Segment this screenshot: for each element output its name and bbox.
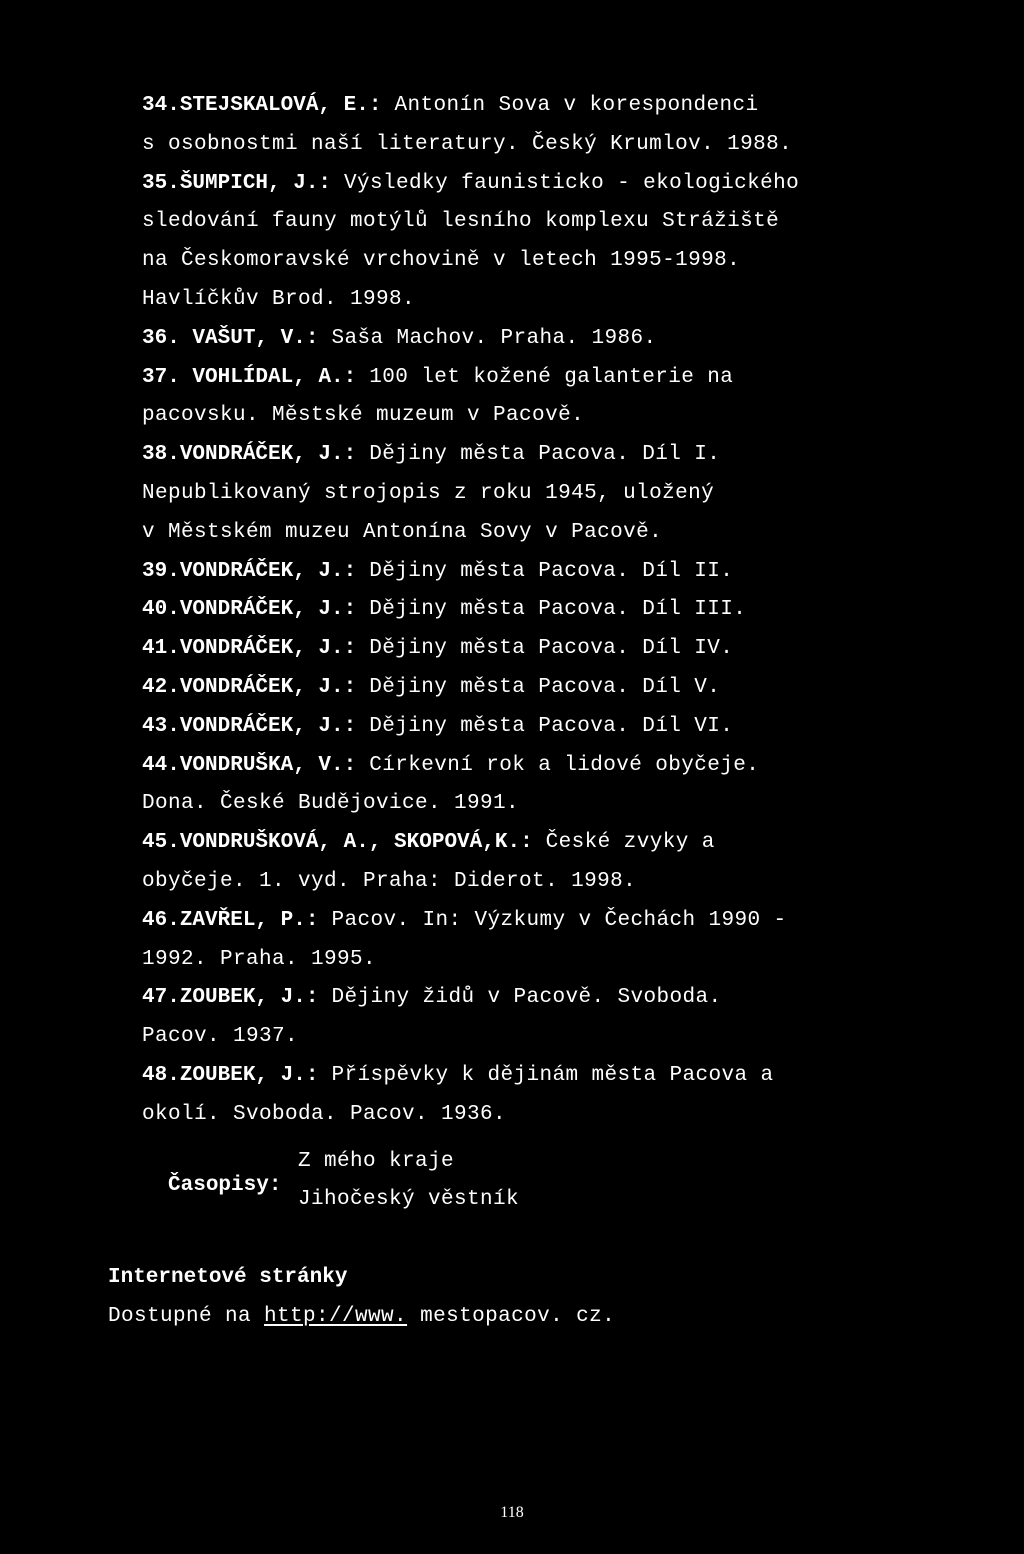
periodicals-label: Časopisy:	[168, 1174, 282, 1197]
periodicals-row	[142, 1150, 281, 1198]
entry-number: 44.	[142, 754, 180, 777]
bibliography-entry	[142, 986, 722, 1010]
entry-number: 41.	[142, 637, 180, 660]
entry-author: VOHLÍDAL, A.:	[192, 366, 357, 389]
entry-number: 38.	[142, 443, 180, 466]
entry-author: ZAVŘEL, P.:	[179, 909, 319, 932]
entry-text: s osobnostmi naší literatury. Český Krumlov. 1988.	[142, 133, 793, 156]
entry-author: ZOUBEK, J.:	[179, 1064, 319, 1087]
entry-text: Dějiny židů v Pacově. Svoboda.	[318, 986, 722, 1009]
entry-text: sledování fauny motýlů lesního komplexu Strážiště	[142, 210, 780, 233]
bibliography-entry	[142, 560, 733, 584]
internet-suffix: mestopacov. cz.	[407, 1305, 616, 1328]
entry-author: VONDRÁČEK, J.:	[179, 560, 357, 583]
entry-text: Dona. České Budějovice. 1991.	[142, 792, 520, 815]
entry-number: 42.	[142, 676, 180, 699]
entry-number: 48.	[142, 1064, 180, 1087]
bibliography-entry	[142, 443, 720, 467]
bibliography-entry	[142, 94, 759, 118]
entry-author: ŠUMPICH, J.:	[179, 172, 332, 195]
entry-text: Dějiny města Pacova. Díl I.	[356, 443, 721, 466]
entry-text: Příspěvky k dějinám města Pacova a	[318, 1064, 774, 1087]
entry-author: VONDRUŠKA, V.:	[179, 754, 357, 777]
entry-text: Antonín Sova v korespondenci	[381, 94, 759, 117]
entry-text: okolí. Svoboda. Pacov. 1936.	[142, 1103, 507, 1126]
internet-prefix: Dostupné na	[108, 1305, 265, 1328]
entry-text: Pacov. 1937.	[142, 1025, 299, 1048]
entry-author: VONDRÁČEK, J.:	[179, 637, 357, 660]
entry-text: na Českomoravské vrchovině v letech 1995-1998.	[142, 249, 741, 272]
bibliography-entry	[142, 1064, 774, 1088]
periodical-item: Z mého kraje	[298, 1150, 455, 1173]
entry-author: VAŠUT, V.:	[192, 327, 319, 350]
entry-text: Dějiny města Pacova. Díl V.	[356, 676, 721, 699]
bibliography-entry	[142, 715, 733, 739]
bibliography-entry	[142, 831, 715, 855]
entry-text: pacovsku. Městské muzeum v Pacově.	[142, 404, 585, 427]
entry-author: ZOUBEK, J.:	[179, 986, 319, 1009]
bibliography-entry-continuation	[142, 792, 519, 816]
bibliography-entry-continuation	[142, 404, 584, 428]
bibliography-entry	[142, 754, 759, 778]
entry-text: České zvyky a	[532, 831, 715, 854]
entry-text: Dějiny města Pacova. Díl IV.	[356, 637, 734, 660]
entry-text: Církevní rok a lidové obyčeje.	[356, 754, 760, 777]
bibliography-entry	[142, 366, 733, 390]
entry-text: Výsledky faunisticko - ekologického	[331, 172, 800, 195]
bibliography-entry	[142, 909, 787, 933]
entry-number: 47.	[142, 986, 180, 1009]
entry-number: 45.	[142, 831, 180, 854]
entry-number: 35.	[142, 172, 180, 195]
entry-number: 46.	[142, 909, 180, 932]
entry-text: v Městském muzeu Antonína Sovy v Pacově.	[142, 521, 663, 544]
entry-author: VONDRÁČEK, J.:	[179, 443, 357, 466]
bibliography-entry-continuation	[142, 133, 792, 157]
entry-number: 34.	[142, 94, 180, 117]
entry-author: VONDRÁČEK, J.:	[179, 715, 357, 738]
entry-author: STEJSKALOVÁ, E.:	[179, 94, 382, 117]
website-link[interactable]: http://www.	[264, 1305, 408, 1328]
entry-number: 36.	[142, 327, 193, 350]
bibliography-entry-continuation	[142, 1025, 298, 1049]
entry-text: Pacov. In: Výzkumy v Čechách 1990 -	[318, 909, 787, 932]
entry-number: 39.	[142, 560, 180, 583]
bibliography-entry-continuation	[142, 521, 662, 545]
page-number: 118	[500, 1504, 524, 1521]
entry-number: 43.	[142, 715, 180, 738]
entry-text: Dějiny města Pacova. Díl VI.	[356, 715, 734, 738]
entry-text: Havlíčkův Brod. 1998.	[142, 288, 416, 311]
bibliography-entry-continuation	[142, 870, 636, 894]
bibliography-entry-continuation	[142, 249, 740, 273]
entry-text: Dějiny města Pacova. Díl II.	[356, 560, 734, 583]
bibliography-entry	[142, 327, 657, 351]
bibliography-entry-continuation	[142, 1103, 506, 1127]
bibliography-entry-continuation	[142, 210, 779, 234]
internet-row	[108, 1305, 615, 1329]
entry-text: obyčeje. 1. vyd. Praha: Diderot. 1998.	[142, 870, 637, 893]
bibliography-entry-continuation	[142, 948, 376, 972]
bibliography-entry-continuation	[142, 288, 415, 312]
entry-text: 100 let kožené galanterie na	[356, 366, 734, 389]
entry-author: VONDRUŠKOVÁ, A., SKOPOVÁ,K.:	[179, 831, 533, 854]
bibliography-entry-continuation	[142, 482, 714, 506]
entry-text: Saša Machov. Praha. 1986.	[318, 327, 657, 350]
entry-number: 37.	[142, 366, 193, 389]
entry-text: Nepublikovaný strojopis z roku 1945, uložený	[142, 482, 715, 505]
bibliography-entry	[142, 172, 799, 196]
internet-heading: Internetové stránky	[108, 1266, 348, 1289]
entry-author: VONDRÁČEK, J.:	[179, 676, 357, 699]
bibliography-entry	[142, 676, 720, 700]
entry-text: 1992. Praha. 1995.	[142, 948, 377, 971]
entry-text: Dějiny města Pacova. Díl III.	[356, 598, 747, 621]
bibliography-entry	[142, 598, 746, 622]
entry-author: VONDRÁČEK, J.:	[179, 598, 357, 621]
periodical-item: Jihočeský věstník	[298, 1188, 520, 1211]
entry-number: 40.	[142, 598, 180, 621]
bibliography-entry	[142, 637, 733, 661]
